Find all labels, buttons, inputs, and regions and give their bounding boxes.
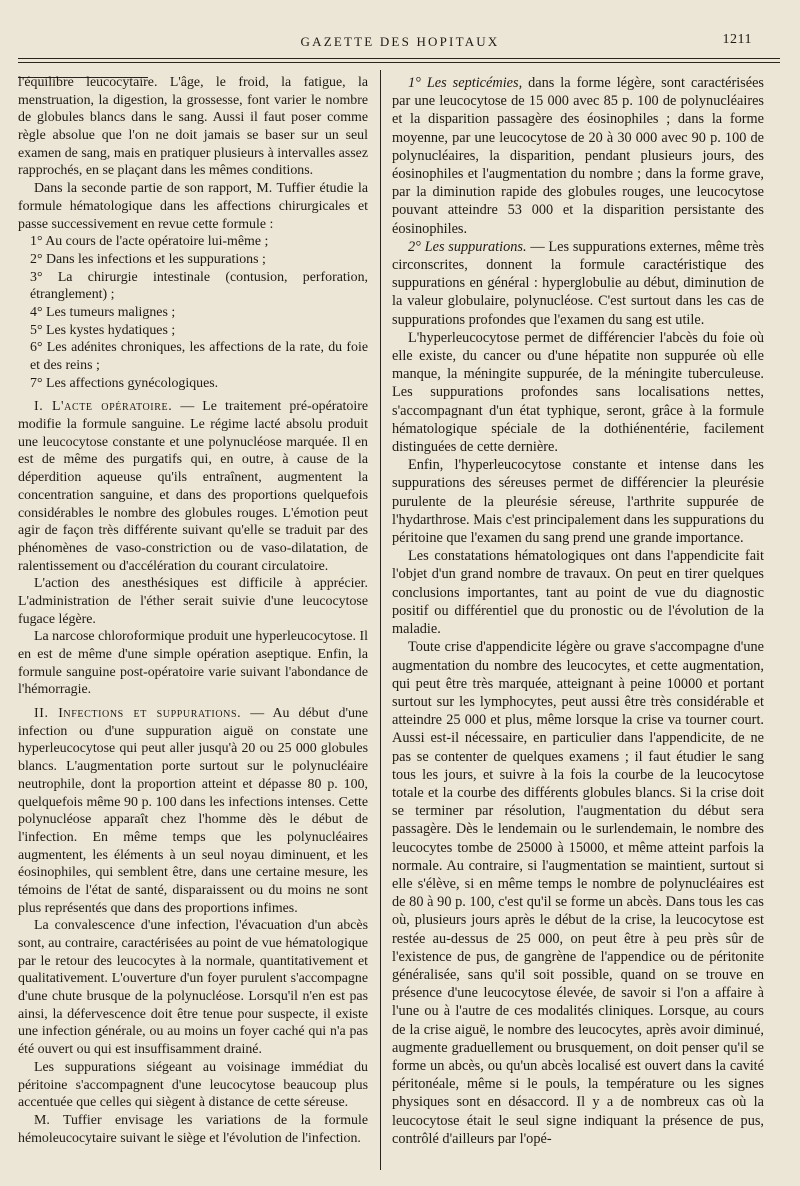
paragraph: M. Tuffier envisage les variations de la formule hémoleucocytaire suivant le siège et l'évolution de l'infection. xyxy=(18,1112,368,1146)
list-item: 2° Dans les infections et les suppurations ; xyxy=(30,251,266,267)
paragraph: La narcose chloroformique produit une hyperleucocytose. Il en est de même d'une simple opération aseptique. Enfin, la formule sanguine post-opératoire varie suivant l'abondance de l'hémorragie. xyxy=(18,629,368,698)
subsection-text: dans la forme légère, sont caractérisées par une leucocytose de 15 000 avec 85 p. 100 de polynucléaires et la disparition passagère des éosinophiles ; dans la forme moyenne, par une leucocytose de 20 à 30 000 avec 90 p. 100 de polynucléaires, la disparition, pendant plusieurs jours, des éosinophiles et l'augmentation du nombre ; dans la forme grave, par la diminution rapide des globules rouges, une leucocytose pouvant atteindre 53 000 et la disparition persistante des éosinophiles. xyxy=(392,75,764,237)
section-text: — Le traitement pré-opératoire modifie la formule sanguine. Le régime lacté absolu produit une leucocytose constante et une polynucléose marquée. Il en est de même des purgatifs qui, en outre, à cause de la déperdition aqueuse qu'ils entraînent, augmentent la concentration sanguine, et dans des proportions quelquefois considérables le nombre des globules rouges. L'émotion peut agir de façon très différente suivant qu'elle se traduit par des phénomènes de vaso-constriction ou de vaso-dilatation, de ralentissement ou d'accélération du courant circulatoire. xyxy=(18,399,368,574)
header-rule-thin xyxy=(18,62,780,63)
list-item: 5° Les kystes hydatiques ; xyxy=(30,322,176,338)
paragraph: Enfin, l'hyperleucocytose constante et intense dans les suppurations des séreuses permet de différencier la pleurésie purulente de la pleurésie séreuse, l'arthrite suppurée de l'hydarthrose. Mais c'est principalement dans les suppurations du péritoine que l'examen du sang prend une grande importance. xyxy=(392,457,764,547)
section-paragraph xyxy=(18,398,368,575)
list-item: 1° Au cours de l'acte opératoire lui-même ; xyxy=(30,234,269,250)
right-column xyxy=(392,74,764,1148)
list-item: 7° Les affections gynécologiques. xyxy=(30,375,219,391)
subsection-label: 2° Les suppurations. xyxy=(408,238,527,255)
column-divider xyxy=(380,70,381,1170)
left-column xyxy=(18,74,368,1147)
numbered-paragraph xyxy=(392,238,764,329)
paragraph: l'équilibre leucocytaire. L'âge, le froid, la fatigue, la menstruation, la digestion, la grossesse, font varier le nombre de globules blancs dans le sang. Aussi il faut poser comme règle absolue que l'on ne doit jamais se baser sur un seul examen de sang, mais en pratiquer plusieurs à intervalles assez rapprochés, en se plaçant dans les mêmes conditions. xyxy=(18,75,368,179)
section-heading: II. Infections et suppurations. xyxy=(34,706,242,722)
paragraph: L'hyperleucocytose permet de différencier l'abcès du foie où elle existe, du cancer ou d'une hépatite non suppurée où elle manque, la méningite suppurée, de la méningite tuberculeuse. Les suppurations profondes sans localisations nettes, s'accompagnant d'un état typhique, seront, grâce à la formule hématologique spéciale de la dothiénentérie, facilement distinguées de cette dernière. xyxy=(392,329,764,456)
paragraph: La convalescence d'une infection, l'évacuation d'un abcès sont, au contraire, caractérisées au point de vue hématologique par le retour des leucocytes à la normale, quantitativement et qualitativement. L'ouverture d'un foyer purulent s'accompagne d'une chute brusque de la polynucléose. Lorsqu'il n'en est pas ainsi, la défervescence doit être tenue pour suspecte, il existe une infection générale, ou au moins un foyer caché qui n'a pas été ouvert ou qui est insuffisamment drainé. xyxy=(18,918,368,1058)
subsection-label: 1° Les septicémies, xyxy=(408,75,523,91)
section-paragraph xyxy=(18,705,368,917)
paragraph: Toute crise d'appendicite légère ou grave s'accompagne d'une augmentation du nombre des leucocytes, et cette augmentation, qui peut être très marquée, atteignant à peine 10000 et portant surtout sur les lymphocytes, peut aussi être très considérable et atteindre 25 000 et plus, même lorsque la crise va tourner court. Aussi est-il nécessaire, en particulier dans l'appendicite, de ne pas se contenter de quelques examens ; il faut étudier le sang tous les jours, et suivre à la fois la courbe de la leucocytose totale et la courbe des différents globules blancs. Si la crise doit se terminer par résolution, l'augmentation du début sera passagère. Dès le lendemain ou le surlendemain, le nombre des leucocytes tombe de 25000 à 15000, et même atteint parfois la normale. Au contraire, si l'augmentation se maintient, surtout si elle s'élève, si en même temps le nombre de polynucléaires est de 80 à 90 p. 100, c'est qu'il se forme un abcès. Dans tous les cas où, plusieurs jours après le début de la crise, la leucocytose est restée au-dessus de 25 000, on peut être à peu près sûr de l'existence de pus, de gangrène de l'appendice ou de péritonite généralisée, sans qu'il soit possible, quand on se trouve en présence d'une leucocytose élevée, de savoir si l'on a affaire à l'une ou à l'autre de ces modalités cliniques. Lorsque, au cours de la crise aiguë, le nombre des leucocytes, après avoir diminué, augmente graduellement ou brusquement, on doit penser qu'il se forme un abcès, ou qu'un abcès localisé est ouvert dans la cavité péritonéale, même si le pouls, la température ou les signes physiques sont en désaccord. Il y a de nombreux cas où la leucocytose était le seul signe indiquant la présence de pus, contrôlé d'ailleurs par l'opé- xyxy=(392,639,764,1147)
list-item: 4° Les tumeurs malignes ; xyxy=(30,304,176,320)
list-item: 6° Les adénites chroniques, les affections de la rate, du foie et des reins ; xyxy=(30,340,368,373)
page-number: 1211 xyxy=(722,32,752,47)
section-text: — Au début d'une infection ou d'une suppuration aiguë on constate une hyperleucocytose qui peut aller jusqu'à 20 ou 25 000 globules blancs. L'augmentation porte surtout sur le polynucléaire neutrophile, dont la proportion atteint et dépasse 80 p. 100, quelquefois même 90 p. 100 dans les infections intenses. Cette polynucléose apparaît chez l'homme dès le début de l'infection. En même temps que les polynucléaires augmentent, les éléments à un seul noyau diminuent, et les éosinophiles, qui semblent être, dans une certaine mesure, les témoins de l'état de santé, disparaissent ou du moins ne sont plus représentés que dans des proportions infimes. xyxy=(18,706,369,916)
paragraph: Les constatations hématologiques ont dans l'appendicite fait l'objet d'un grand nombre de travaux. On peut en tirer quelques conclusions importantes, tant au point de vue du diagnostic positif ou différentiel que du pronostic ou de l'évolution de la maladie. xyxy=(392,548,764,638)
running-head: GAZETTE DES HOPITAUX xyxy=(300,34,500,49)
numbered-paragraph xyxy=(392,74,764,238)
paragraph: Dans la seconde partie de son rapport, M. Tuffier étudie la formule hématologique dans les affections chirurgicales et passe successivement en revue cette formule : xyxy=(18,181,368,232)
subsection-text: — Les suppurations externes, même très circonscrites, donnent la formule caractéristique des suppurations en général : hyperglobulie au début, diminution de la valeur globulaire, polynucléose. C'est surtout dans les cas de suppurations profondes que l'examen du sang est utile. xyxy=(392,238,765,328)
paragraph: Les suppurations siégeant au voisinage immédiat du péritoine s'accompagnent d'une leucocytose beaucoup plus accentuée que celles qui siègent à distance de cette séreuse. xyxy=(18,1059,368,1111)
section-heading: I. L'acte opératoire. xyxy=(34,399,173,415)
paragraph: L'action des anesthésiques est difficile à apprécier. L'administration de l'éther serait suivie d'une leucocytose fugace légère. xyxy=(18,576,368,627)
header-rule xyxy=(18,58,780,59)
list-item: 3° La chirurgie intestinale (contusion, perforation, étranglement) ; xyxy=(30,269,368,303)
